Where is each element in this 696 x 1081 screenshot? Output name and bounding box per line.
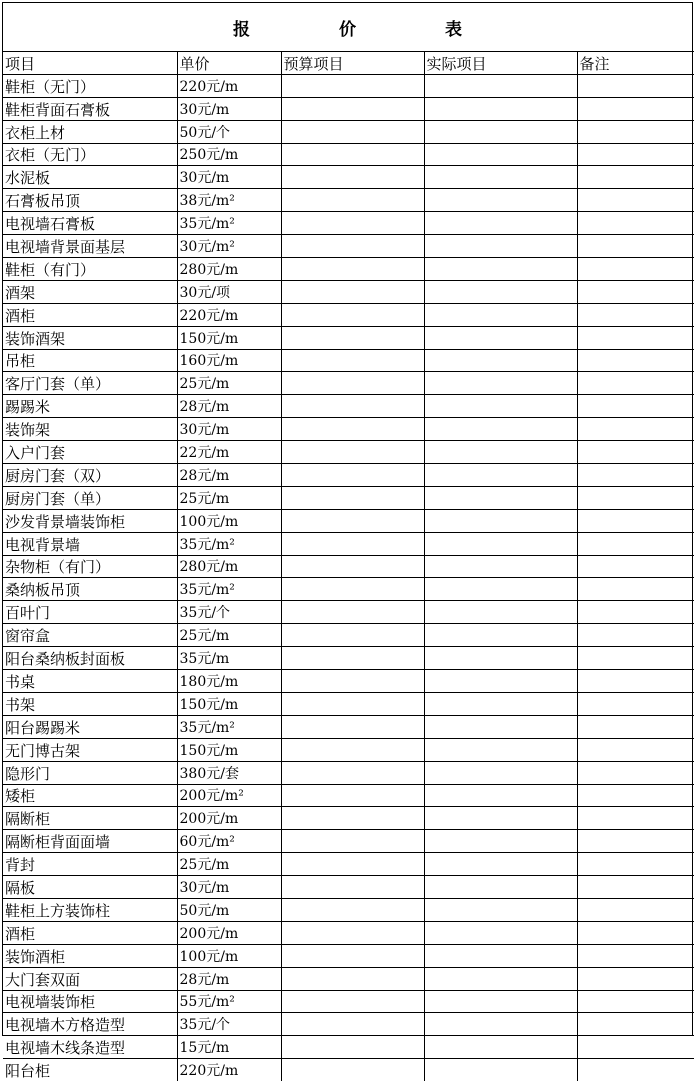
cell-actual xyxy=(424,120,577,143)
cell-item: 电视墙装饰柜 xyxy=(3,990,177,1013)
cell-item: 电视墙背景面基层 xyxy=(3,235,177,258)
table-row xyxy=(3,853,694,876)
cell-notes xyxy=(577,509,694,532)
cell-price: 220元/m xyxy=(177,1059,281,1081)
cell-budget xyxy=(281,280,424,303)
cell-actual xyxy=(424,715,577,738)
table-row xyxy=(3,555,694,578)
cell-item: 阳台桑纳板封面板 xyxy=(3,647,177,670)
cell-notes xyxy=(577,486,694,509)
table-row xyxy=(3,715,694,738)
table-row xyxy=(3,1013,694,1036)
cell-item: 鞋柜上方装饰柱 xyxy=(3,898,177,921)
cell-budget xyxy=(281,692,424,715)
cell-actual xyxy=(424,647,577,670)
cell-actual xyxy=(424,990,577,1013)
cell-actual xyxy=(424,441,577,464)
cell-budget xyxy=(281,258,424,281)
cell-budget xyxy=(281,418,424,441)
table-row xyxy=(3,166,694,189)
cell-item: 电视背景墙 xyxy=(3,532,177,555)
cell-budget xyxy=(281,120,424,143)
cell-budget xyxy=(281,670,424,693)
cell-item: 无门博古架 xyxy=(3,738,177,761)
cell-actual xyxy=(424,876,577,899)
cell-notes xyxy=(577,624,694,647)
cell-price: 35元/m² xyxy=(177,578,281,601)
table-row xyxy=(3,212,694,235)
cell-budget xyxy=(281,555,424,578)
cell-actual xyxy=(424,349,577,372)
cell-item: 隔断柜背面面墙 xyxy=(3,830,177,853)
cell-price: 50元/个 xyxy=(177,120,281,143)
cell-item: 衣柜（无门） xyxy=(3,143,177,166)
cell-price: 60元/m² xyxy=(177,830,281,853)
cell-price: 100元/m xyxy=(177,509,281,532)
cell-actual xyxy=(424,670,577,693)
cell-price: 35元/m² xyxy=(177,715,281,738)
cell-price: 25元/m xyxy=(177,486,281,509)
cell-budget xyxy=(281,326,424,349)
header-row xyxy=(3,52,694,75)
cell-actual xyxy=(424,898,577,921)
cell-budget xyxy=(281,784,424,807)
cell-notes xyxy=(577,464,694,487)
quote-table-body xyxy=(3,52,694,1081)
cell-item: 酒柜 xyxy=(3,303,177,326)
cell-notes xyxy=(577,326,694,349)
cell-actual xyxy=(424,464,577,487)
cell-notes xyxy=(577,944,694,967)
cell-price: 250元/m xyxy=(177,143,281,166)
cell-notes xyxy=(577,898,694,921)
cell-item: 阳台柜 xyxy=(3,1059,177,1081)
cell-notes xyxy=(577,235,694,258)
cell-item: 背封 xyxy=(3,853,177,876)
cell-budget xyxy=(281,532,424,555)
table-row xyxy=(3,326,694,349)
cell-price: 30元/m² xyxy=(177,235,281,258)
cell-budget xyxy=(281,303,424,326)
cell-item: 窗帘盒 xyxy=(3,624,177,647)
table-row xyxy=(3,647,694,670)
cell-item: 鞋柜（有门） xyxy=(3,258,177,281)
cell-price: 200元/m² xyxy=(177,784,281,807)
cell-price: 150元/m xyxy=(177,692,281,715)
cell-price: 200元/m xyxy=(177,921,281,944)
cell-notes xyxy=(577,395,694,418)
table-row xyxy=(3,784,694,807)
table-row xyxy=(3,830,694,853)
table-row xyxy=(3,738,694,761)
cell-item: 酒架 xyxy=(3,280,177,303)
cell-notes xyxy=(577,143,694,166)
cell-price: 35元/个 xyxy=(177,1013,281,1036)
cell-actual xyxy=(424,1036,577,1059)
cell-price: 25元/m xyxy=(177,853,281,876)
cell-price: 30元/m xyxy=(177,876,281,899)
cell-actual xyxy=(424,372,577,395)
cell-budget xyxy=(281,715,424,738)
cell-actual xyxy=(424,189,577,212)
cell-actual xyxy=(424,143,577,166)
cell-item: 桑纳板吊顶 xyxy=(3,578,177,601)
cell-actual xyxy=(424,967,577,990)
table-row xyxy=(3,464,694,487)
table-row xyxy=(3,532,694,555)
cell-item: 大门套双面 xyxy=(3,967,177,990)
table-row xyxy=(3,189,694,212)
table-row xyxy=(3,486,694,509)
cell-notes xyxy=(577,212,694,235)
table-row xyxy=(3,418,694,441)
table-row xyxy=(3,876,694,899)
cell-budget xyxy=(281,166,424,189)
cell-price: 25元/m xyxy=(177,372,281,395)
cell-actual xyxy=(424,853,577,876)
cell-price: 100元/m xyxy=(177,944,281,967)
cell-actual xyxy=(424,486,577,509)
table-row xyxy=(3,601,694,624)
cell-notes xyxy=(577,441,694,464)
header-budget: 预算项目 xyxy=(281,52,424,75)
cell-item: 矮柜 xyxy=(3,784,177,807)
cell-notes xyxy=(577,303,694,326)
cell-item: 电视墙石膏板 xyxy=(3,212,177,235)
cell-notes xyxy=(577,280,694,303)
table-row xyxy=(3,303,694,326)
cell-item: 石膏板吊顶 xyxy=(3,189,177,212)
cell-notes xyxy=(577,97,694,120)
cell-notes xyxy=(577,738,694,761)
cell-budget xyxy=(281,624,424,647)
header-notes: 备注 xyxy=(577,52,694,75)
cell-budget xyxy=(281,189,424,212)
cell-item: 鞋柜背面石膏板 xyxy=(3,97,177,120)
cell-item: 装饰酒柜 xyxy=(3,944,177,967)
cell-price: 150元/m xyxy=(177,326,281,349)
cell-price: 30元/m xyxy=(177,166,281,189)
cell-actual xyxy=(424,395,577,418)
table-row xyxy=(3,74,694,97)
table-row xyxy=(3,235,694,258)
cell-price: 28元/m xyxy=(177,395,281,418)
cell-price: 30元/m xyxy=(177,97,281,120)
cell-budget xyxy=(281,967,424,990)
cell-item: 阳台踢踢米 xyxy=(3,715,177,738)
table-row xyxy=(3,990,694,1013)
cell-actual xyxy=(424,532,577,555)
cell-notes xyxy=(577,1059,694,1081)
cell-actual xyxy=(424,418,577,441)
cell-actual xyxy=(424,830,577,853)
cell-price: 15元/m xyxy=(177,1036,281,1059)
cell-notes xyxy=(577,670,694,693)
cell-price: 30元/项 xyxy=(177,280,281,303)
cell-notes xyxy=(577,418,694,441)
cell-price: 28元/m xyxy=(177,464,281,487)
table-row xyxy=(3,372,694,395)
cell-budget xyxy=(281,990,424,1013)
cell-item: 装饰酒架 xyxy=(3,326,177,349)
table-row xyxy=(3,120,694,143)
cell-notes xyxy=(577,921,694,944)
cell-item: 隔板 xyxy=(3,876,177,899)
cell-actual xyxy=(424,509,577,532)
cell-budget xyxy=(281,944,424,967)
cell-budget xyxy=(281,601,424,624)
cell-actual xyxy=(424,578,577,601)
cell-budget xyxy=(281,1013,424,1036)
cell-price: 150元/m xyxy=(177,738,281,761)
cell-price: 28元/m xyxy=(177,967,281,990)
cell-item: 水泥板 xyxy=(3,166,177,189)
cell-notes xyxy=(577,853,694,876)
cell-budget xyxy=(281,876,424,899)
cell-actual xyxy=(424,326,577,349)
table-row xyxy=(3,1036,694,1059)
cell-notes xyxy=(577,784,694,807)
cell-budget xyxy=(281,807,424,830)
header-price: 单价 xyxy=(177,52,281,75)
cell-price: 38元/m² xyxy=(177,189,281,212)
cell-notes xyxy=(577,1036,694,1059)
cell-price: 280元/m xyxy=(177,258,281,281)
cell-item: 厨房门套（单） xyxy=(3,486,177,509)
cell-budget xyxy=(281,464,424,487)
cell-actual xyxy=(424,303,577,326)
cell-price: 30元/m xyxy=(177,418,281,441)
cell-actual xyxy=(424,944,577,967)
cell-price: 35元/m xyxy=(177,647,281,670)
table-row xyxy=(3,1059,694,1081)
cell-budget xyxy=(281,235,424,258)
cell-budget xyxy=(281,578,424,601)
cell-notes xyxy=(577,1013,694,1036)
cell-actual xyxy=(424,212,577,235)
cell-actual xyxy=(424,1013,577,1036)
cell-notes xyxy=(577,578,694,601)
cell-budget xyxy=(281,853,424,876)
cell-budget xyxy=(281,830,424,853)
cell-item: 隐形门 xyxy=(3,761,177,784)
cell-notes xyxy=(577,761,694,784)
table-row xyxy=(3,143,694,166)
cell-actual xyxy=(424,784,577,807)
cell-budget xyxy=(281,212,424,235)
table-row xyxy=(3,395,694,418)
cell-item: 隔断柜 xyxy=(3,807,177,830)
quote-table xyxy=(3,51,694,1081)
cell-actual xyxy=(424,692,577,715)
cell-actual xyxy=(424,761,577,784)
header-actual: 实际项目 xyxy=(424,52,577,75)
cell-item: 书架 xyxy=(3,692,177,715)
table-row xyxy=(3,944,694,967)
table-row xyxy=(3,97,694,120)
cell-notes xyxy=(577,967,694,990)
cell-item: 踢踢米 xyxy=(3,395,177,418)
cell-price: 22元/m xyxy=(177,441,281,464)
cell-item: 装饰架 xyxy=(3,418,177,441)
cell-notes xyxy=(577,601,694,624)
cell-notes xyxy=(577,74,694,97)
cell-notes xyxy=(577,715,694,738)
cell-actual xyxy=(424,921,577,944)
cell-notes xyxy=(577,532,694,555)
cell-budget xyxy=(281,898,424,921)
cell-actual xyxy=(424,738,577,761)
cell-item: 百叶门 xyxy=(3,601,177,624)
cell-price: 25元/m xyxy=(177,624,281,647)
cell-budget xyxy=(281,761,424,784)
cell-item: 沙发背景墙装饰柜 xyxy=(3,509,177,532)
table-row xyxy=(3,692,694,715)
cell-item: 电视墙木方格造型 xyxy=(3,1013,177,1036)
table-row xyxy=(3,441,694,464)
cell-actual xyxy=(424,166,577,189)
cell-item: 入户门套 xyxy=(3,441,177,464)
quote-sheet xyxy=(2,2,693,1036)
cell-price: 220元/m xyxy=(177,303,281,326)
cell-price: 160元/m xyxy=(177,349,281,372)
cell-item: 鞋柜（无门） xyxy=(3,74,177,97)
cell-item: 酒柜 xyxy=(3,921,177,944)
cell-budget xyxy=(281,921,424,944)
cell-budget xyxy=(281,372,424,395)
cell-actual xyxy=(424,807,577,830)
cell-actual xyxy=(424,1059,577,1081)
cell-notes xyxy=(577,990,694,1013)
cell-actual xyxy=(424,280,577,303)
cell-price: 200元/m xyxy=(177,807,281,830)
cell-actual xyxy=(424,258,577,281)
cell-budget xyxy=(281,509,424,532)
cell-notes xyxy=(577,555,694,578)
cell-item: 杂物柜（有门） xyxy=(3,555,177,578)
cell-budget xyxy=(281,738,424,761)
cell-price: 280元/m xyxy=(177,555,281,578)
cell-budget xyxy=(281,395,424,418)
cell-price: 220元/m xyxy=(177,74,281,97)
cell-budget xyxy=(281,74,424,97)
table-row xyxy=(3,258,694,281)
cell-price: 35元/m² xyxy=(177,532,281,555)
cell-budget xyxy=(281,1036,424,1059)
cell-notes xyxy=(577,258,694,281)
cell-notes xyxy=(577,372,694,395)
table-row xyxy=(3,578,694,601)
cell-notes xyxy=(577,876,694,899)
cell-price: 35元/个 xyxy=(177,601,281,624)
cell-notes xyxy=(577,647,694,670)
cell-notes xyxy=(577,120,694,143)
cell-item: 电视墙木线条造型 xyxy=(3,1036,177,1059)
cell-item: 吊柜 xyxy=(3,349,177,372)
cell-item: 客厅门套（单） xyxy=(3,372,177,395)
cell-budget xyxy=(281,143,424,166)
table-row xyxy=(3,898,694,921)
cell-notes xyxy=(577,807,694,830)
table-row xyxy=(3,921,694,944)
cell-item: 厨房门套（双） xyxy=(3,464,177,487)
cell-actual xyxy=(424,97,577,120)
cell-budget xyxy=(281,1059,424,1081)
table-row xyxy=(3,280,694,303)
cell-budget xyxy=(281,97,424,120)
cell-budget xyxy=(281,349,424,372)
cell-price: 50元/m xyxy=(177,898,281,921)
cell-notes xyxy=(577,189,694,212)
cell-budget xyxy=(281,441,424,464)
cell-item: 衣柜上材 xyxy=(3,120,177,143)
table-row xyxy=(3,624,694,647)
cell-actual xyxy=(424,624,577,647)
cell-notes xyxy=(577,830,694,853)
cell-price: 380元/套 xyxy=(177,761,281,784)
cell-budget xyxy=(281,486,424,509)
cell-actual xyxy=(424,74,577,97)
table-row xyxy=(3,509,694,532)
table-row xyxy=(3,807,694,830)
table-row xyxy=(3,967,694,990)
cell-price: 55元/m² xyxy=(177,990,281,1013)
table-row xyxy=(3,349,694,372)
cell-notes xyxy=(577,692,694,715)
header-item: 项目 xyxy=(3,52,177,75)
cell-actual xyxy=(424,235,577,258)
cell-notes xyxy=(577,166,694,189)
sheet-title: 报 价 表 xyxy=(3,3,692,51)
cell-price: 180元/m xyxy=(177,670,281,693)
table-row xyxy=(3,670,694,693)
table-row xyxy=(3,761,694,784)
cell-actual xyxy=(424,601,577,624)
cell-actual xyxy=(424,555,577,578)
cell-item: 书桌 xyxy=(3,670,177,693)
cell-budget xyxy=(281,647,424,670)
cell-notes xyxy=(577,349,694,372)
cell-price: 35元/m² xyxy=(177,212,281,235)
